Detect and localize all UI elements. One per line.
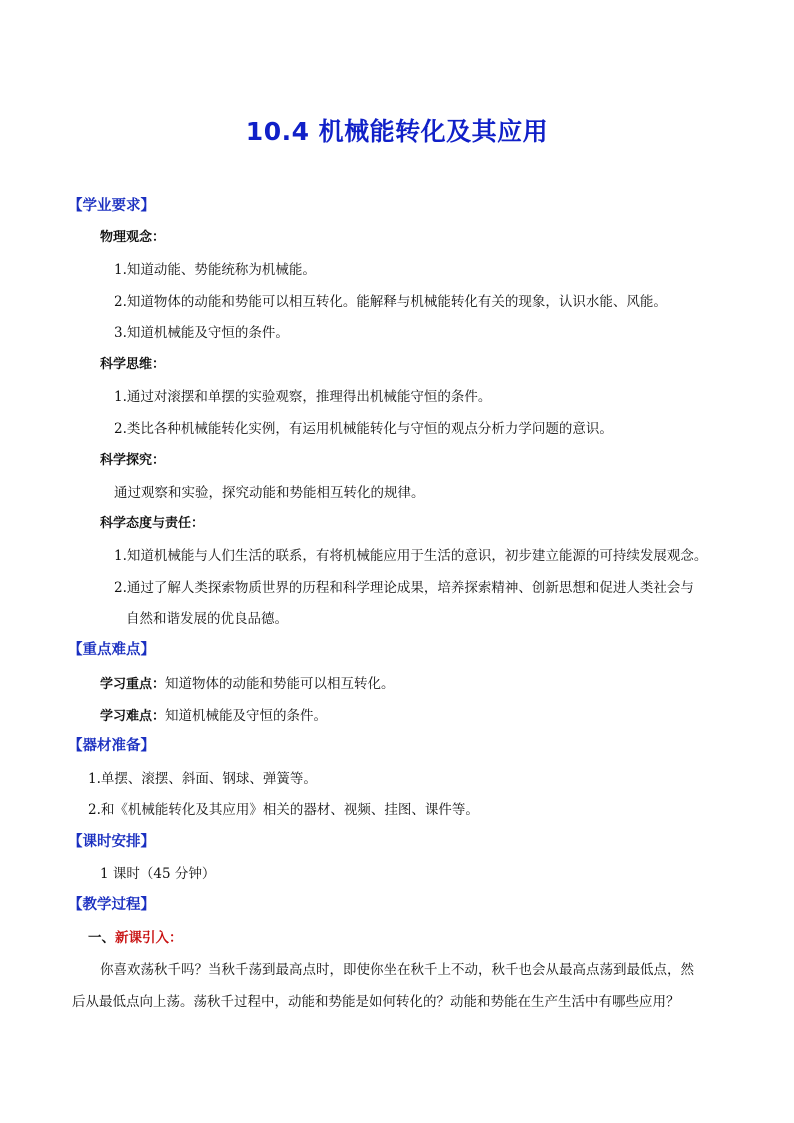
attitude-item-1: 1.知道机械能与人们生活的联系，有将机械能应用于生活的意识，初步建立能源的可持续发展观念。: [114, 548, 708, 564]
physics-concept-item-1: 1.知道动能、势能统称为机械能。: [114, 262, 316, 278]
key-focus-row: [100, 674, 395, 695]
attitude-item-2-line-2: 自然和谐发展的优良品德。: [126, 611, 288, 627]
scientific-inquiry-text: 通过观察和实验，探究动能和势能相互转化的规律。: [114, 485, 425, 501]
key-focus-text: 知道物体的动能和势能可以相互转化。: [165, 676, 395, 692]
section-header-requirements: 【学业要求】: [68, 198, 155, 214]
process-paragraph-line-2: 后从最低点向上荡。荡秋千过程中，动能和势能是如何转化的？动能和势能在生产生活中有哪些应用？: [72, 994, 680, 1010]
section-header-key-points: 【重点难点】: [68, 642, 155, 658]
materials-item-2: 2.和《机械能转化及其应用》相关的器材、视频、挂图、课件等。: [88, 802, 479, 818]
physics-concept-item-2: 2.知道物体的动能和势能可以相互转化。能解释与机械能转化有关的现象，认识水能、风能。: [114, 294, 667, 310]
materials-item-1: 1.单摆、滚摆、斜面、钢球、弹簧等。: [88, 771, 317, 787]
page-title: 10.4 机械能转化及其应用: [245, 117, 549, 146]
process-section-1-prefix: 一、: [88, 930, 115, 946]
scientific-thinking-label: 科学思维：: [100, 357, 166, 372]
scientific-thinking-item-1: 1.通过对滚摆和单摆的实验观察，推理得出机械能守恒的条件。: [114, 389, 492, 405]
key-difficulty-row: [100, 706, 327, 727]
physics-concept-label: 物理观念：: [100, 230, 166, 245]
process-paragraph-line-1: 你喜欢荡秋千吗？当秋千荡到最高点时，即使你坐在秋千上不动，秋千也会从最高点荡到最低点，然: [100, 962, 694, 978]
key-difficulty-label: 学习难点：: [100, 709, 166, 724]
scientific-thinking-item-2: 2.类比各种机械能转化实例，有运用机械能转化与守恒的观点分析力学问题的意识。: [114, 421, 613, 437]
process-section-1-heading: [88, 928, 183, 948]
physics-concept-item-3: 3.知道机械能及守恒的条件。: [114, 325, 289, 341]
section-header-materials: 【器材准备】: [68, 738, 155, 754]
schedule-text: 1 课时（45 分钟）: [100, 866, 216, 882]
section-header-schedule: 【课时安排】: [68, 834, 155, 850]
scientific-inquiry-label: 科学探究：: [100, 453, 166, 468]
attitude-label: 科学态度与责任：: [100, 516, 205, 531]
key-difficulty-text: 知道机械能及守恒的条件。: [165, 708, 328, 724]
attitude-item-2-line-1: 2.通过了解人类探索物质世界的历程和科学理论成果，培养探索精神、创新思想和促进人类社会与: [114, 580, 694, 596]
process-section-1-title: 新课引入：: [115, 930, 183, 946]
key-focus-label: 学习重点：: [100, 677, 166, 692]
section-header-process: 【教学过程】: [68, 897, 155, 913]
